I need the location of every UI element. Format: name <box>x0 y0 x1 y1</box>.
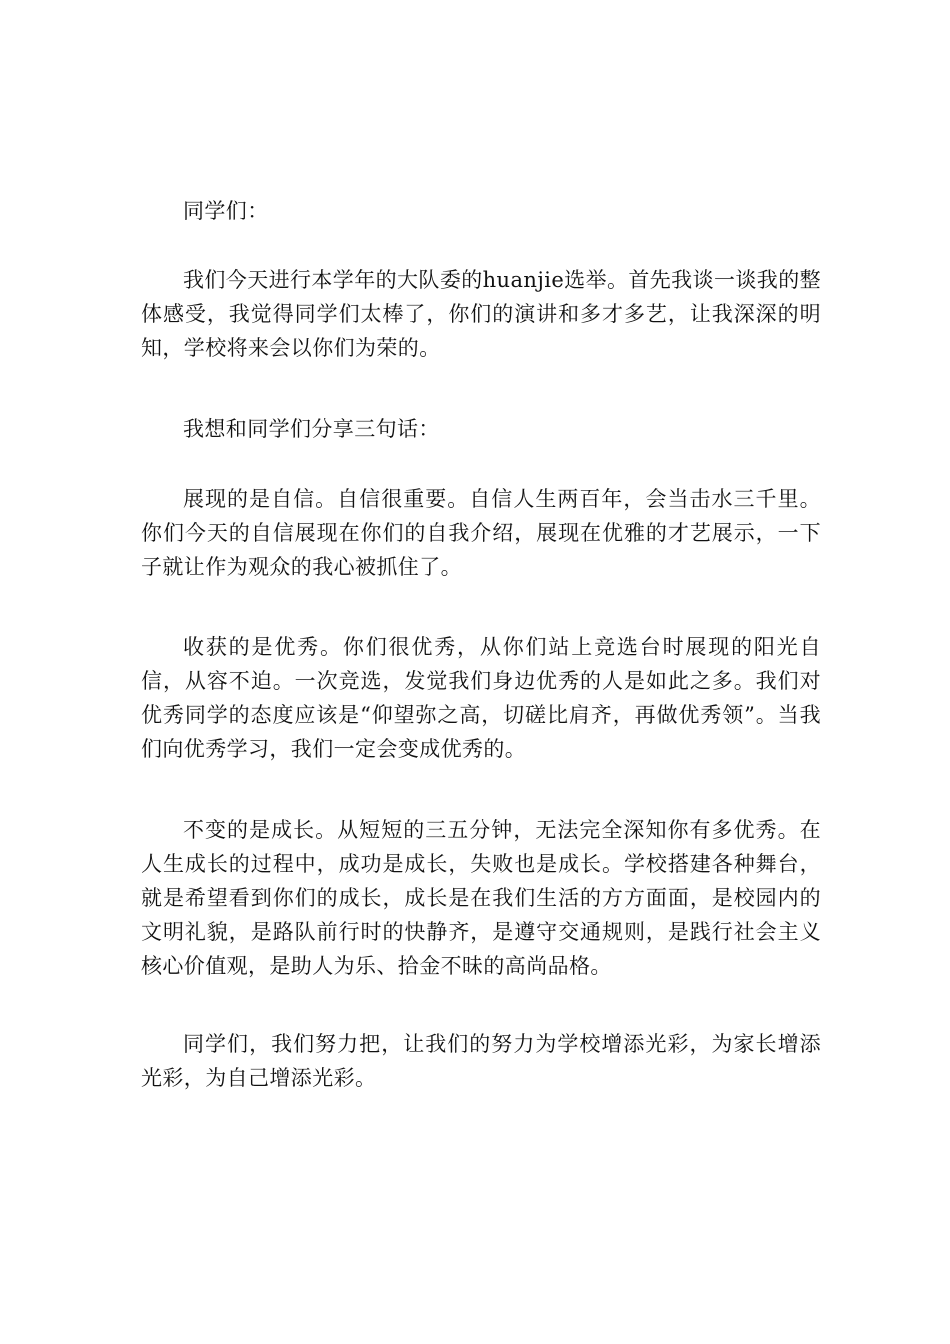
confidence-paragraph: 展现的是自信。自信很重要。自信人生两百年，会当击水三千里。你们今天的自信展现在你们的自我介绍，展现在优雅的才艺展示，一下子就让作为观众的我心被抓住了。 <box>141 487 821 579</box>
closing-paragraph: 同学们，我们努力把，让我们的努力为学校增添光彩，为家长增添光彩，为自己增添光彩。 <box>141 1032 821 1090</box>
intro-paragraph: 我们今天进行本学年的大队委的huanjie选举。首先我谈一谈我的整体感受，我觉得同学们太棒了，你们的演讲和多才多艺，让我深深的明知，学校将来会以你们为荣的。 <box>141 268 821 360</box>
greeting-paragraph: 同学们： <box>183 199 269 223</box>
growth-paragraph: 不变的是成长。从短短的三五分钟，无法完全深知你有多优秀。在人生成长的过程中，成功是成长，失败也是成长。学校搭建各种舞台，就是希望看到你们的成长，成长是在我们生活的方方面面，是校园内的文明礼貌，是路队前行时的快静齐，是遵守交通规则，是践行社会主义核心价值观，是助人为乐、拾金不昧的高尚品格。 <box>141 818 821 978</box>
share-paragraph: 我想和同学们分享三句话： <box>183 417 440 441</box>
excellence-paragraph: 收获的是优秀。你们很优秀，从你们站上竞选台时展现的阳光自信，从容不迫。一次竞选，发觉我们身边优秀的人是如此之多。我们对优秀同学的态度应该是“仰望弥之高，切磋比肩齐，再做优秀领”。当我们向优秀学习，我们一定会变成优秀的。 <box>141 635 821 761</box>
